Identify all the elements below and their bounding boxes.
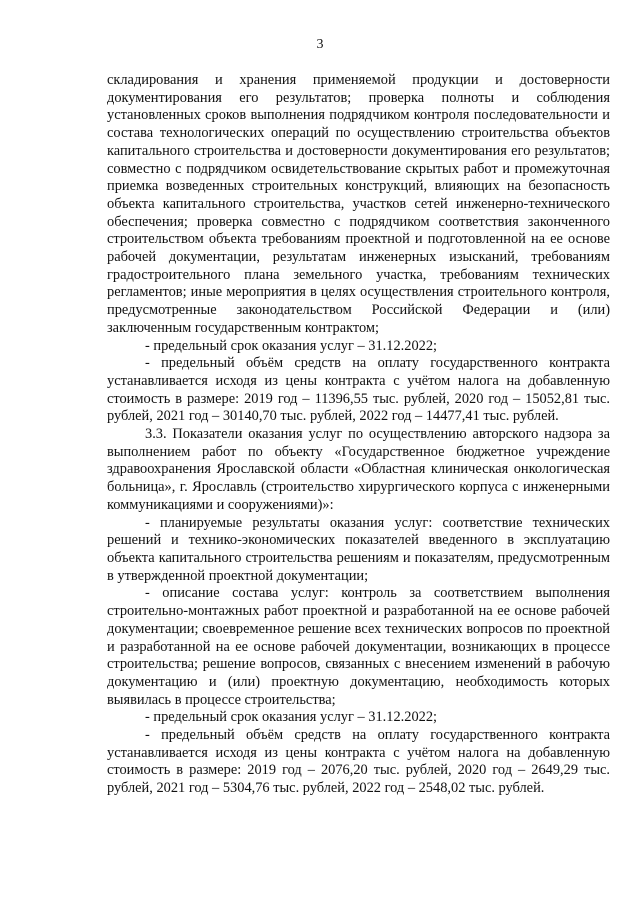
page-number: 3	[316, 37, 324, 52]
paragraph-continuation: складирования и хранения применяемой продукции и достоверности документирования его результатов; проверка полноты и соблюдения установленных сроков выполнения подрядчиком контроля последовательности и состава технологических операций по осуществлению строительства объектов капитального строительства и достоверности документирования его результатов; совместно с подрядчиком освидетельствование скрытых работ и промежуточная приемка возведенных строительных конструкций, влияющих на безопасность объекта капитального строительства, участков сетей инженерно-технического обеспечения; проверка совместно с подрядчиком соответствия законченного строительством объекта требованиям проектной и подготовленной на ее основе рабочей документации, результатам инженерных изысканий, требованиям градостроительного плана земельного участка, требованиям технических регламентов; иные мероприятия в целях осуществления строительного контроля, предусмотренные законодательством Российской Федерации и (или) заключенным государственным контрактом;	[107, 72, 610, 336]
paragraph-section-3-3: 3.3. Показатели оказания услуг по осуществлению авторского надзора за выполнением работ по объекту «Государственное бюджетное учреждение здравоохранения Ярославской области «Областная клиническая онкологическая больница», г. Ярославль (строительство хирургического корпуса с инженерными коммуникациями и сооружениями)»:	[107, 426, 610, 513]
paragraph-deadline-2: - предельный срок оказания услуг – 31.12.2022;	[145, 709, 438, 726]
paragraph-budget-2: - предельный объём средств на оплату государственного контракта устанавливается исходя из цены контракта с учётом налога на добавленную стоимость в размере: 2019 год – 2076,20 тыс. рублей, 2020 год – 2649,29 тыс. рублей, 2021 год – 5304,76 тыс. рублей, 2022 год – 2548,02 тыс. рублей.	[107, 727, 610, 797]
paragraph-planned-results: - планируемые результаты оказания услуг: соответствие технических решений и технико-экономических показателей введенного в эксплуатацию объекта капитального строительства решениям и показателям, предусмотренным в утвержденной проектной документации;	[107, 514, 610, 584]
paragraph-budget-1: - предельный объём средств на оплату государственного контракта устанавливается исходя из цены контракта с учётом налога на добавленную стоимость в размере: 2019 год – 11396,55 тыс. рублей, 2020 год – 15052,81 тыс. рублей, 2021 год – 30140,70 тыс. рублей, 2022 год – 14477,41 тыс. рублей.	[107, 355, 610, 425]
document-body	[107, 72, 610, 798]
paragraph-services-description: - описание состава услуг: контроль за соответствием выполнения строительно-монтажных работ проектной и разработанной на ее основе рабочей документации; своевременное решение всех технических вопросов по проектной и разработанной на ее основе рабочей документации, возникающих в процессе строительства; решение вопросов, связанных с внесением изменений в рабочую документацию и (или) проектную документацию, необходимость которых выявилась в процессе строительства;	[107, 585, 610, 708]
paragraph-deadline-1: - предельный срок оказания услуг – 31.12.2022;	[145, 337, 438, 354]
